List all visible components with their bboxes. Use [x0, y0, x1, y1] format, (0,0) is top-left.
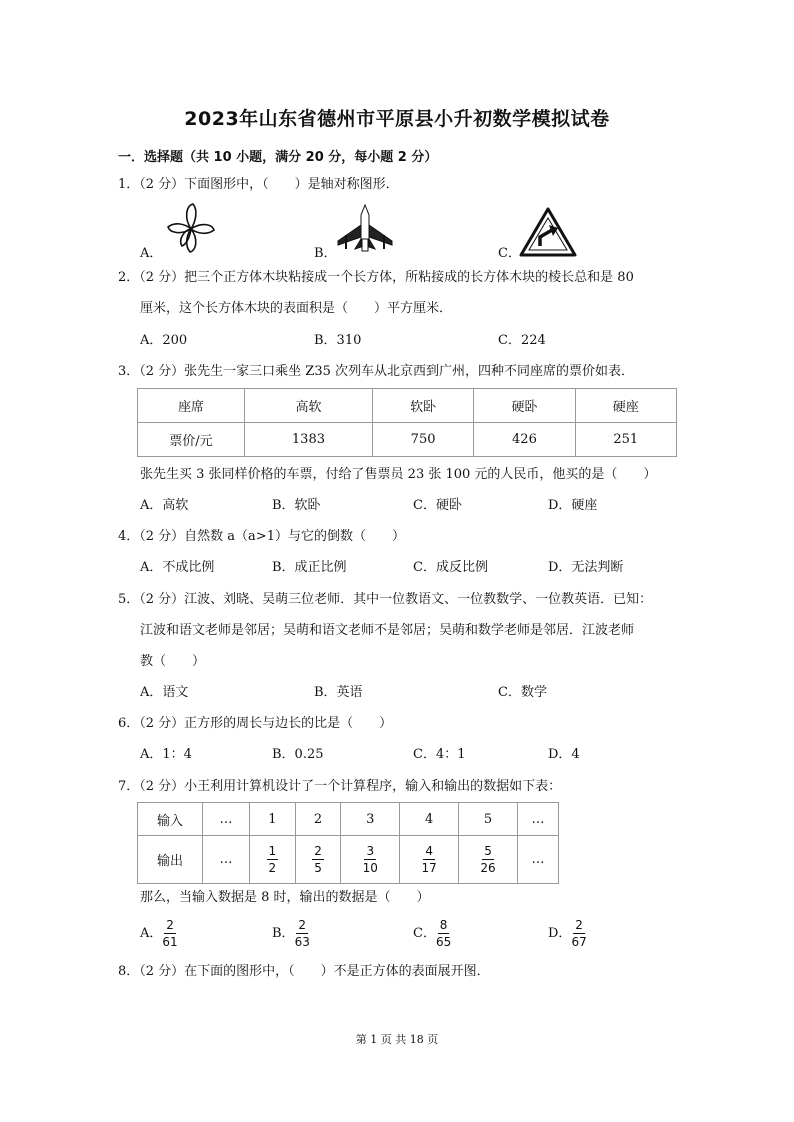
table-cell: 高软 [245, 389, 373, 423]
q1-option-a-label: A． [140, 246, 163, 261]
fraction: $\frac{2}{61}$ [162, 918, 178, 949]
table-cell: 3 [341, 803, 400, 836]
q5-option-c: C．数学 [498, 685, 547, 700]
fraction: $\frac{1}{2}$ [268, 844, 277, 875]
q1-option-b-label: B． [314, 246, 337, 261]
q3-option-b: B．软卧 [272, 498, 321, 513]
q7-option-a: A． $\frac{2}{61}$ [140, 918, 178, 949]
question-5-stem-line3: 教（ ） [140, 654, 206, 669]
fraction: $\frac{5}{26}$ [480, 844, 496, 875]
io-table-input-row [138, 803, 559, 836]
q6-option-a: A．1：4 [140, 747, 192, 762]
q3-option-a: A．高软 [140, 498, 189, 513]
q7-option-b: B． $\frac{2}{63}$ [272, 918, 310, 949]
q4-option-b: B．成正比例 [272, 560, 347, 575]
table-cell [341, 836, 400, 884]
q6-option-c: C．4：1 [413, 747, 466, 762]
table-cell: 251 [575, 423, 676, 457]
q2-option-a: A．200 [140, 333, 188, 348]
question-7-stem-line2: 那么，当输入数据是 8 时，输出的数据是（ ） [140, 890, 430, 905]
fare-table-header-row [138, 389, 677, 423]
q4-option-d: D．无法判断 [548, 560, 624, 575]
table-cell: … [203, 836, 250, 884]
table-cell: … [518, 836, 559, 884]
question-5-stem-line2: 江波和语文老师是邻居；吴萌和语文老师不是邻居；吴萌和数学老师是邻居．江波老师 [140, 623, 635, 638]
io-table-output-row [138, 836, 559, 884]
question-4-stem: 4．（2 分）自然数 a（a>1）与它的倒数（ ） [118, 529, 405, 544]
fare-table-price-row [138, 423, 677, 457]
fare-table [137, 388, 677, 457]
fraction: $\frac{2}{63}$ [294, 918, 310, 949]
io-table [137, 802, 559, 884]
question-3-stem: 3．（2 分）张先生一家三口乘坐 Z35 次列车从北京西到广州，四种不同座席的票价如表． [118, 364, 635, 379]
section-heading: 一．选择题（共 10 小题，满分 20 分，每小题 2 分） [118, 150, 438, 165]
table-cell: 票价/元 [138, 423, 245, 457]
fraction: $\frac{2}{67}$ [571, 918, 587, 949]
table-cell: 4 [400, 803, 459, 836]
question-2-stem-line2: 厘米，这个长方体木块的表面积是（ ）平方厘米． [140, 301, 453, 316]
q3-option-d: D．硬座 [548, 498, 598, 513]
table-cell [250, 836, 296, 884]
table-cell: 输出 [138, 836, 203, 884]
page-title: 2023年山东省德州市平原县小升初数学模拟试卷 [184, 108, 610, 130]
q2-option-b: B．310 [314, 333, 362, 348]
question-2-stem-line1: 2．（2 分）把三个正方体木块粘接成一个长方体，所粘接成的长方体木块的棱长总和是 80 [118, 270, 634, 285]
q2-option-c: C．224 [498, 333, 546, 348]
question-6-stem: 6．（2 分）正方形的周长与边长的比是（ ） [118, 716, 393, 731]
q1-option-c-label: C． [498, 246, 521, 261]
fraction: $\frac{3}{10}$ [362, 844, 378, 875]
turn-right-sign-icon [518, 206, 578, 258]
table-cell [295, 836, 341, 884]
table-cell: 426 [474, 423, 575, 457]
table-cell: 座席 [138, 389, 245, 423]
q3-option-c: C．硬卧 [413, 498, 462, 513]
fraction: $\frac{2}{5}$ [314, 844, 322, 875]
table-cell [459, 836, 518, 884]
table-cell: 2 [295, 803, 341, 836]
fraction: $\frac{8}{65}$ [435, 918, 452, 949]
q7-option-c: C． $\frac{8}{65}$ [413, 918, 452, 949]
table-cell: 硬座 [575, 389, 676, 423]
page-footer: 第 1 页 共 18 页 [355, 1033, 439, 1046]
table-cell: 硬卧 [474, 389, 575, 423]
table-cell: 750 [372, 423, 473, 457]
question-3-stem-line2: 张先生买 3 张同样价格的车票，付给了售票员 23 张 100 元的人民币，他买的是（ ） [140, 467, 657, 482]
question-5-stem-line1: 5．（2 分）江波、刘晓、吴萌三位老师．其中一位教语文、一位教数学、一位教英语．已知： [118, 592, 653, 607]
table-cell: 1 [250, 803, 296, 836]
q5-option-a: A．语文 [140, 685, 189, 700]
table-cell: … [203, 803, 250, 836]
q5-option-b: B．英语 [314, 685, 363, 700]
q4-option-a: A．不成比例 [140, 560, 215, 575]
question-8-stem: 8．（2 分）在下面的图形中，（ ）不是正方体的表面展开图． [118, 964, 490, 979]
rocket-icon [334, 203, 396, 255]
flower-petals-icon [160, 200, 222, 258]
q7-option-d: D． $\frac{2}{67}$ [548, 918, 587, 949]
table-cell: 输入 [138, 803, 203, 836]
fraction: $\frac{4}{17}$ [421, 844, 437, 875]
table-cell [400, 836, 459, 884]
q6-option-b: B．0.25 [272, 747, 324, 762]
question-1-stem: 1．（2 分）下面图形中，（ ）是轴对称图形． [118, 177, 399, 192]
question-7-stem: 7．（2 分）小王利用计算机设计了一个计算程序，输入和输出的数据如下表： [118, 779, 562, 794]
q4-option-c: C．成反比例 [413, 560, 488, 575]
table-cell: … [518, 803, 559, 836]
table-cell: 1383 [245, 423, 373, 457]
table-cell: 5 [459, 803, 518, 836]
q6-option-d: D．4 [548, 747, 580, 762]
table-cell: 软卧 [372, 389, 473, 423]
